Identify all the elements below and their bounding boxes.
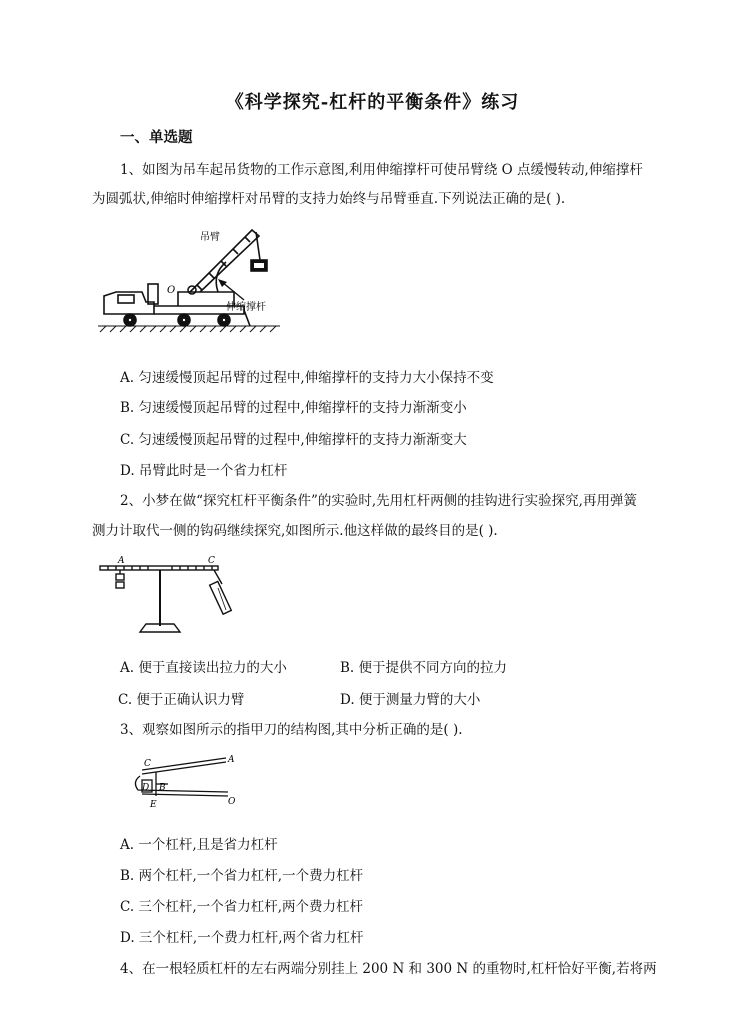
weight-bottom — [116, 582, 124, 588]
question-1-stem-line1: 1、如图为吊车起吊货物的工作示意图,利用伸缩撑杆可使吊臂绕 O 点缓慢转动,伸缩撑杆 — [120, 162, 643, 178]
lever-bar — [100, 566, 218, 570]
page-title: 《科学探究-杠杆的平衡条件》练习 — [225, 92, 520, 113]
q3-option-b[interactable]: B. 两个杠杆,一个省力杠杆,一个费力杠杆 — [120, 868, 364, 884]
label-b: B — [159, 783, 166, 793]
ground — [98, 326, 280, 332]
lever-figure — [96, 552, 246, 637]
nail-clipper-figure — [128, 750, 268, 812]
q3-option-a[interactable]: A. 一个杠杆,且是省力杠杆 — [120, 837, 278, 853]
q1-option-b[interactable]: B. 匀速缓慢顶起吊臂的过程中,伸缩撑杆的支持力渐渐变小 — [120, 400, 467, 416]
q2-option-a[interactable]: A. 便于直接读出拉力的大小 — [120, 660, 287, 676]
label-o: O — [228, 797, 236, 807]
q2-option-b[interactable]: B. 便于提供不同方向的拉力 — [340, 660, 508, 676]
q2-option-d[interactable]: D. 便于测量力臂的大小 — [340, 692, 481, 708]
rod-pointer-arrow — [222, 282, 244, 300]
label-c: C — [208, 556, 215, 566]
label-d: D — [142, 783, 150, 793]
q3-option-c[interactable]: C. 三个杠杆,一个省力杠杆,两个费力杠杆 — [120, 899, 364, 915]
q3-option-d[interactable]: D. 三个杠杆,一个费力杠杆,两个省力杠杆 — [120, 930, 364, 946]
section-heading: 一、单选题 — [120, 129, 193, 146]
q1-option-d[interactable]: D. 吊臂此时是一个省力杠杆 — [120, 463, 288, 479]
question-3-stem: 3、观察如图所示的指甲刀的结构图,其中分析正确的是( ). — [120, 722, 463, 738]
spring-scale — [210, 581, 232, 614]
question-2-stem-line2: 测力计取代一侧的钩码继续探究,如图所示.他这样做的最终目的是( ). — [92, 523, 498, 539]
label-e: E — [150, 800, 157, 810]
question-1-stem-line2: 为圆弧状,伸缩时伸缩撑杆对吊臂的支持力始终与吊臂垂直.下列说法正确的是( ). — [92, 191, 566, 207]
q2-option-c[interactable]: C. 便于正确认识力臂 — [118, 692, 245, 708]
crane-figure — [94, 222, 284, 337]
label-a: A — [118, 556, 125, 566]
label-a: A — [228, 755, 235, 765]
q1-option-c[interactable]: C. 匀速缓慢顶起吊臂的过程中,伸缩撑杆的支持力渐渐变大 — [120, 432, 467, 448]
pivot-label: O — [167, 285, 176, 296]
rod-label: 伸缩撑杆 — [226, 302, 266, 313]
question-4-stem: 4、在一根轻质杠杆的左右两端分别挂上 200 N 和 300 N 的重物时,杠杆恰好平衡,若将两 — [120, 961, 657, 977]
q1-option-a[interactable]: A. 匀速缓慢顶起吊臂的过程中,伸缩撑杆的支持力大小保持不变 — [120, 370, 494, 386]
arm-label: 吊臂 — [200, 232, 220, 243]
weight-top — [116, 574, 124, 580]
label-c: C — [144, 759, 151, 769]
question-2-stem-line1: 2、小梦在做“探究杠杆平衡条件”的实验时,先用杠杆两侧的挂钩进行实验探究,再用弹簧 — [120, 493, 637, 509]
